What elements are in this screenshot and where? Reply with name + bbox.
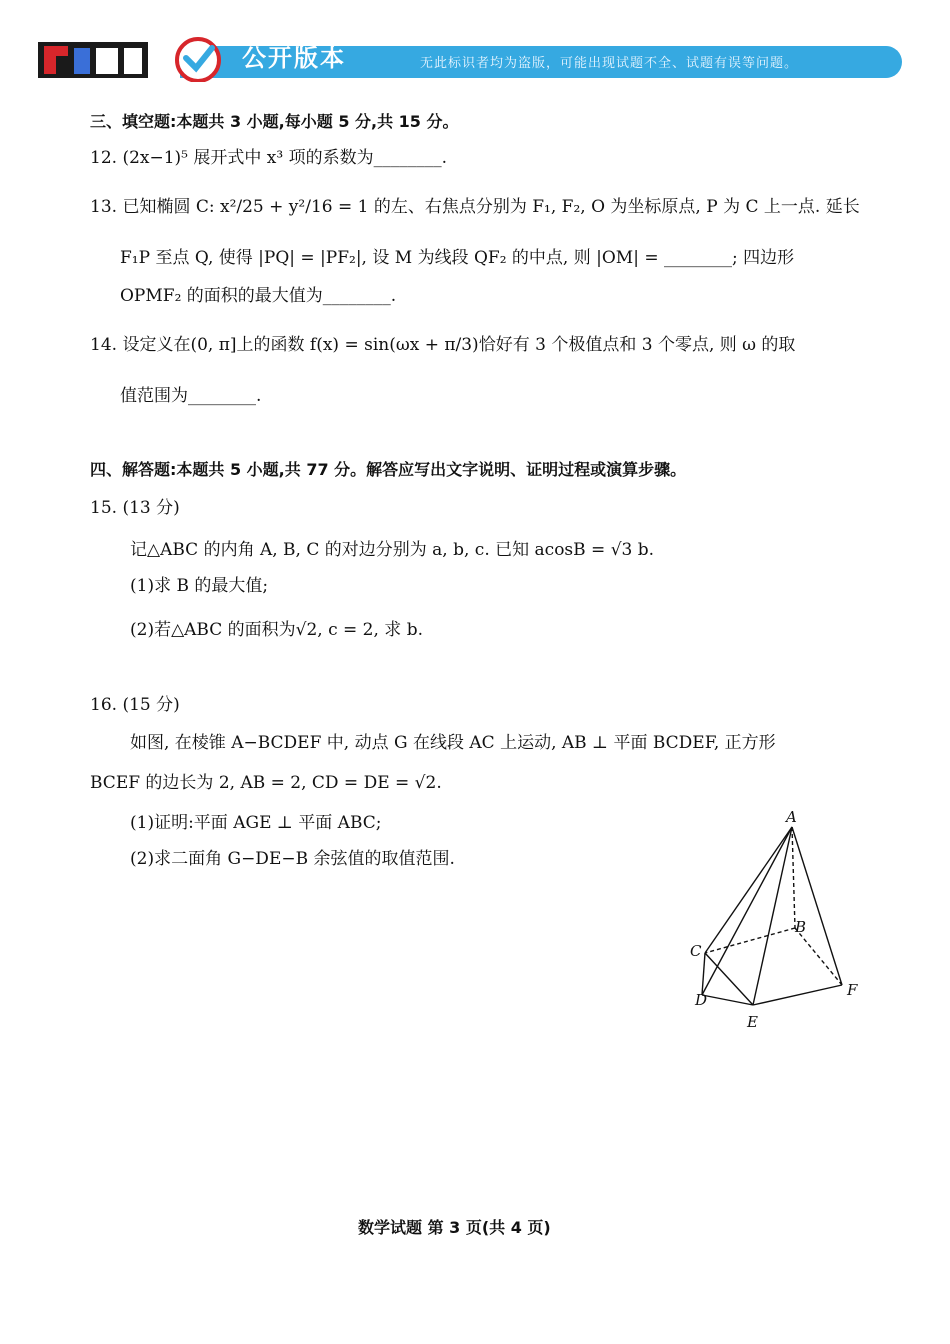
banner-note: 无此标识者均为盗版，可能出现试题不全、试题有误等问题。 bbox=[420, 56, 799, 71]
section3-heading: 三、填空题:本题共 3 小题,每小题 5 分,共 15 分。 bbox=[90, 112, 459, 131]
question-13-line3: OPMF₂ 的面积的最大值为________. bbox=[120, 286, 397, 306]
header-banner bbox=[30, 28, 902, 80]
question-16-stem-line1: 如图, 在棱锥 A−BCDEF 中, 动点 G 在线段 AC 上运动, AB ⊥ 平面 BCDEF, 正方形 bbox=[130, 733, 776, 753]
edge-AF bbox=[792, 827, 842, 985]
banner-title: 公开版本 bbox=[242, 44, 346, 72]
edge-BF bbox=[795, 928, 842, 985]
question-16-stem-line2: BCEF 的边长为 2, AB = 2, CD = DE = √2. bbox=[90, 773, 442, 793]
vertex-label-A: A bbox=[786, 808, 797, 826]
edge-AC bbox=[705, 827, 792, 953]
pyramid-figure bbox=[685, 805, 865, 1045]
question-13-line1: 13. 已知椭圆 C: x²/25 + y²/16 = 1 的左、右焦点分别为 F₁, F₂, O 为坐标原点, P 为 C 上一点. 延长 bbox=[90, 197, 860, 217]
edge-AB bbox=[792, 827, 795, 928]
question-16-part2: (2)求二面角 G−DE−B 余弦值的取值范围. bbox=[130, 849, 455, 869]
page-footer: 数学试题 第 3 页(共 4 页) bbox=[358, 1218, 551, 1237]
vertex-label-B: B bbox=[795, 918, 807, 936]
question-13-line2: F₁P 至点 Q, 使得 |PQ| = |PF₂|, 设 M 为线段 QF₂ 的中点, 则 |OM| = ________; 四边形 bbox=[120, 248, 795, 268]
edge-AE bbox=[753, 827, 792, 1005]
question-15-part2: (2)若△ABC 的面积为√2, c = 2, 求 b. bbox=[130, 620, 423, 640]
edge-BC bbox=[705, 928, 795, 953]
vertex-label-C: C bbox=[690, 942, 702, 960]
section4-heading: 四、解答题:本题共 5 小题,共 77 分。解答应写出文字说明、证明过程或演算步骤。 bbox=[90, 460, 687, 479]
edge-CD bbox=[702, 953, 705, 995]
question-16-part1: (1)证明:平面 AGE ⊥ 平面 ABC; bbox=[130, 813, 382, 833]
edge-AD bbox=[702, 827, 792, 995]
question-14-line1: 14. 设定义在(0, π]上的函数 f(x) = sin(ωx + π/3)恰好有 3 个极值点和 3 个零点, 则 ω 的取 bbox=[90, 335, 796, 355]
question-14-line2: 值范围为________. bbox=[120, 386, 262, 406]
question-12: 12. (2x−1)⁵ 展开式中 x³ 项的系数为________. bbox=[90, 148, 447, 168]
question-15-part1: (1)求 B 的最大值; bbox=[130, 576, 269, 596]
edge-EF bbox=[753, 985, 842, 1005]
vertex-label-F: F bbox=[847, 981, 858, 999]
checkmark-badge-icon bbox=[172, 36, 224, 82]
publisher-logo bbox=[38, 28, 156, 80]
question-15-stem: 记△ABC 的内角 A, B, C 的对边分别为 a, b, c. 已知 acosB = √3 b. bbox=[130, 540, 655, 560]
vertex-label-D: D bbox=[695, 991, 708, 1009]
question-16-number: 16. (15 分) bbox=[90, 695, 180, 715]
question-15-number: 15. (13 分) bbox=[90, 498, 180, 518]
vertex-label-E: E bbox=[747, 1013, 758, 1031]
